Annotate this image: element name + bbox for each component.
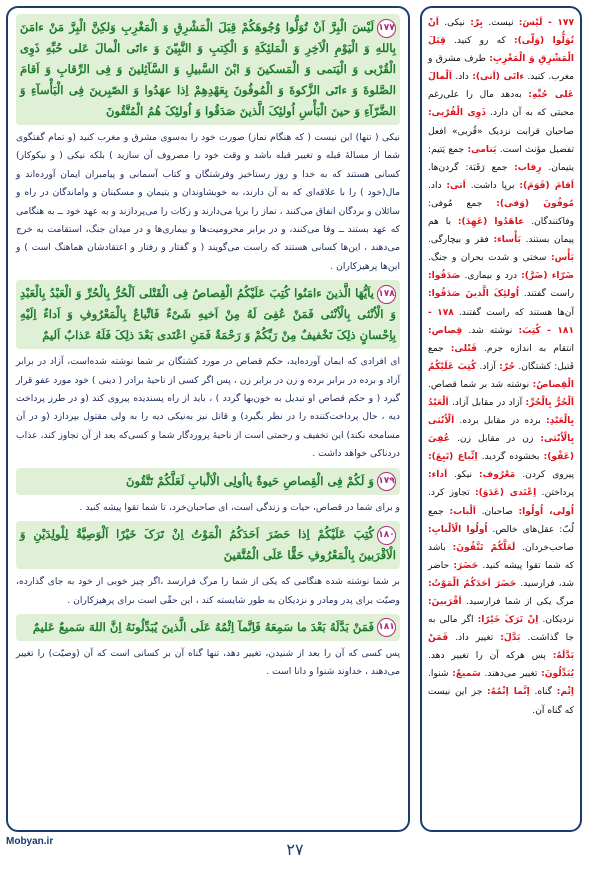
verse-translation: ای افرادی که ایمان آورده‌اید، حکم قصاص در مورد کشتگان بر شما نوشته شده‌است، آزاد در برابر آزاد و برده در برابر برده و زن در برابر زن ، پس اگر کسی از ناحیهٔ برادر ( دینی ) خود مورد عفو قرار گیرد ( و حکم قصاص او تبدیل به خون‌بها گردد ) ، باید از راه پسندیده پیروی کند (و در طرز پرداخت دیه ، حال پرداخت‌کننده را در نظر بگیرد) و قاتل نیز به‌نیکی دیه را به ولی مقتول بپردازد (و در آن مسامحه نکند) این تخفیف و رحمتی است از ناحیهٔ پروردگار شما و کسی‌که بعد از آن تجاوز کند، عذاب دردناکی خواهد داشت . [16,356,400,460]
glossary-meaning: جمع قَتیل: کشتگان. [428,343,574,372]
glossary-term: اَلْمالَ عَلی حُبِّهِ: [428,72,574,101]
glossary-term: اَلْعَبْدُ بِالْعَبْدِ: [428,397,574,427]
glossary-term: اِنَّما اِثْمُهُ: [487,687,530,698]
verse-number-badge: ۱۸۱ [377,618,396,637]
glossary-term: اِنْ تَرَکَ خَیْرًا: [477,615,539,626]
glossary-meaning: جمع رَقَبَة: گردن‌ها. [428,162,515,173]
glossary-term: قِصاص: [428,325,463,336]
glossary-term: حُرّ: [499,361,516,372]
glossary-term: بِرّ: [470,18,483,28]
glossary-term: اُولی، اُولُوا: [518,506,574,517]
glossary-meaning: آزاد در مقابل آزاد. [448,397,526,408]
glossary-term: یُبَدِّلُونَ: [541,669,574,680]
glossary-meaning: صاحبان. [475,506,519,517]
verse-number-badge: ۱۷۸ [377,285,396,304]
glossary-term: یَتامی: [467,144,497,155]
glossary-term: اَداء: [428,470,448,481]
glossary-term: صَدَقُوا: [428,271,461,282]
glossary-meaning: زن در مقابل زن. [449,434,541,445]
verse-arabic-text: کُتِبَ عَلَیْکُمْ اِذا حَضَرَ اَحَدَکُمُ الْمَوْتُ اِنْ تَرَکَ خَیْرًا اَلْوَصِیَّةُ لِلْولِدَیْنِ وَ الْاَقْرَبینَ بِالْمَعْرُوفِ حَقًّا عَلَی الْمُتَّقینَ [20,527,396,563]
glossary-meaning: پیروی کردن. [515,470,574,481]
verse-arabic-text: لَیْسَ الْبِرَّ اَنْ تُوَلُّوا وُجُوهَکُمْ قِبَلَ الْمَشْرِقِ وَ الْمَغْرِبِ وَلکِنَّ الْبِرَّ مَنْ ءامَنَ بِاللهِ وَ الْیَوْمِ الْاَخِرِ وَ الْمَلئِکَةِ وَ الْکِتبِ وَ النَّبِیّنَ وَ ءاتَی الْمالَ عَلی حُبِّهِ ذَوِی الْقُرْبی وَ الْیَتمی وَ الْمَسکینَ وَ ابْنَ السَّبیلِ وَ السَّآئِلینَ وَ فِی الرِّقابِ وَ اَقامَ الصَّلوةَ وَ ءاتَی الزَّکوةَ وَ الْمُوفُونَ بِعَهْدِهِمْ اِذا عهَدُوا وَ الصّبِرینَ فِی الْبَأْسآءِ وَ الضَّرّآءِ وَ حینَ الْبَأْسِ اُولئِکَ الَّذینَ صَدَقُوا وَ اُولئِکَ هُمُ الْمُتَّقُونَ [20,20,396,118]
verse-arabic [16,468,400,495]
verse-arabic-text: یاَیُّهَا الَّذینَ ءامَنُوا کُتِبَ عَلَیْکُمُ الْقِصاصُ فِی الْقَتْلی اَلْحُرُّ بِالْحُرِّ وَ الْعَبْدُ بِالْعَبْدِ وَ الْاُنْثی بِالْاُنْثی فَمَنْ عُفِیَ لَهُ مِنْ اَخیهِ شَیْءٌ فَاتِّباعٌ بِالْمَعْرُوفِ وَ اَداءٌ اِلَیْهِ بِاِحْسانٍ ذلِکَ تَخْفیفٌ مِنْ رَبِّکُمْ وَ رَحْمَةٌ فَمَنِ اعْتَدی بَعْدَ ذلِکَ فَلَهُ عَذابٌ اَلیمٌ [20,286,396,343]
glossary-meaning: تجاوز کرد. [428,488,475,499]
glossary-term: عاهَدُوا (عَهِدَ): [457,217,525,228]
glossary-meaning: نوشته شد بر شما قصاص. [428,379,533,390]
glossary-term: حَضَرَ: [453,560,479,571]
glossary-term: اَنْ تُوَلُّوا (وَلّی): [428,18,574,47]
glossary-term: ءاتَی (اَتی): [472,72,524,83]
glossary-term: اُولُوا الْاَلْبابِ: [428,524,488,535]
glossary-meaning: درد و بیماری. [460,271,522,282]
glossary-list [428,14,574,720]
glossary-term: اِثْم: [556,687,575,698]
glossary-meaning: سختی و شدت بحران و جنگ. [428,253,551,264]
glossary-meaning: داد. [451,72,473,83]
glossary-term: عُفِیَ (عَفْو): [428,434,574,463]
glossary-meaning: نوشته شد. [462,325,519,336]
glossary-term: اِعْتَدی (عَدَوَ): [474,488,537,499]
glossary-panel [420,6,582,832]
glossary-term: سَمیعٌ: [452,669,481,680]
glossary-term: مَعْرُوف: [479,470,516,481]
glossary-term: حَضَرَ اَحَدَکُمُ الْمَوْتُ: [428,578,517,589]
glossary-meaning: صاحب‌خردان. [515,542,574,553]
glossary-term: اَقْرَبینَ: [428,597,462,607]
verse-arabic [16,280,400,349]
glossary-meaning: جمع مُوفی: وفاکنندگان. [428,198,574,228]
glossary-term: قِبَلَ الْمَشْرِقِ وَ الْمَغْرِبِ: [428,36,574,65]
glossary-term: اَقامَ (قَوَمَ): [519,180,574,191]
page-number: ۲۷ [286,840,304,859]
verse-translation: نیکی ( تنها) این نیست ( که هنگام نماز) صورت خود را به‌سوی مشرق و مغرب کنید (و تمام گفتگوی شما از مسالهٔ قبله و تغییر قبله باشد و وقت خود را مصروف آن سازید ) بلکه نیکی ( و نیکوکار) کسانی هستند که به خدا و روز رستاخیز وفرشتگان و کتاب آسمانی و پیامبران ایمان آورده‌اند و مال(خود ) را با علاقه‌ای که به آن دارند، به خویشاوندان و یتیمان و مسکینان و واماندگان در راه و سائلان و بردگان انفاق می‌کنند ، نماز را برپا می‌دارند و زکات را می‌پردازند و به عهد خود ــ به هنگامی که عهد بستند ــ وفا می‌کنند، و در برابر محرومیت‌ها و بیماری‌ها و در میدان جنگ، استقامت به خرج می‌دهند ، این‌ها کسانی هستند که راست می‌گویند ( و گفتار و رفتار و اعتقادشان هماهنگ است ) و این‌ها پرهیزکاران . [16,132,400,272]
verse-arabic [16,614,400,641]
glossary-meaning: پرداختن. [536,488,574,499]
verse-translation: بر شما نوشته شده هنگامی که یکی از شما را مرگ فرارسد ،اگر چیز خوبی از خود به جای گذارده، وصیّت برای پدر ومادر و نزدیکان به طور شایسته کند ، این حقّی است برای پرهیزکاران . [16,576,400,606]
glossary-meaning: داد. [428,180,447,191]
glossary-term: کُتِبَ عَلَیْکُمُ الْقِصاصُ: [428,361,574,390]
glossary-meaning: جز این نیست که گناه آن. [428,687,574,716]
quran-text-panel [6,6,410,832]
glossary-meaning: طرف مشرق و مغرب. کنید. [428,54,574,83]
glossary-meaning: تغییر می‌دهند. [480,669,542,680]
glossary-meaning: صاحبان قرابت نزدیک «قُربی» افعل تفضیل مؤنث است. [428,126,574,155]
glossary-meaning: آن‌ها هستند که راست گفتند. [453,307,574,318]
glossary-meaning: پس هرکه آن را تغییر دهد. [428,651,553,662]
glossary-meaning: با هم پیمان بستند. [428,217,575,246]
glossary-meaning: آزاد. [476,361,500,372]
glossary-meaning: نیست. [482,18,519,28]
glossary-term: اَتی: [446,180,466,191]
glossary-term: ۱۷۷ - لَیْسَ: [518,18,574,28]
glossary-term: بَأْساء: [493,235,521,246]
glossary-term: مُوفُونَ (وَفی): [496,198,575,209]
verse-arabic [16,14,400,125]
verse-number-badge: ۱۸۰ [377,526,396,545]
glossary-meaning: شنوا. [428,669,453,680]
verse-number-badge: ۱۷۷ [377,19,396,38]
glossary-term: رِقاب: [514,162,542,173]
glossary-meaning: راست گفتند. [519,289,574,300]
verse-arabic-text: فَمَنْ بَدَّلَهُ بَعْدَ ما سَمِعَهُ فَاِنَّمآ اِثْمُهُ عَلَی الَّذینَ یُبَدِّلُونَهُ اِنَّ اللهَ سَمیعٌ عَلیمٌ [32,619,374,634]
glossary-meaning: برپا داشت. [465,180,520,191]
glossary-term: قَتْلی: [450,343,477,354]
glossary-meaning: باشد که شما تقوا پیشه کنید. [428,542,575,571]
glossary-meaning: مرگ یکی از شما فرارسید. [461,597,574,607]
verses-list [16,14,400,682]
verse-arabic-text: وَ لَکُمْ فِی الْقِصاصِ حَیوةٌ یااُولِی الْاَلْبابِ لَعَلَّکُمْ تَتَّقُونَ [126,473,374,488]
glossary-meaning: تغییر داد. [448,633,501,644]
glossary-term: اَلْاُنْثی بِالْاُنْثی: [428,416,574,445]
glossary-term: ضَرّاء (ضَرَّ): [521,271,574,282]
glossary-meaning: به‌دهد مال را علی‌رغم محبتی که به آن دارد. [428,90,574,119]
glossary-meaning: برده در مقابل برده. [454,416,547,427]
verse-translation: پس کسی که آن را بعد از شنیدن، تغییر دهد، تنها گناه آن بر کسانی است که آن (وصیّت) را تغییر می‌دهند ، خداوند شنوا و دانا است . [16,647,400,678]
site-brand[interactable]: Mobyan.ir [6,836,54,847]
verse-arabic [16,521,400,569]
glossary-meaning: نیکی. [438,18,471,28]
glossary-term: اَلْحُرُّ بِالْحُرِّ: [525,397,575,408]
glossary-term: بَأْس: [550,253,574,264]
glossary-term: فَمَنْ بَدَّلَهُ: [428,633,574,662]
glossary-term: اَلْباب: [449,506,476,517]
glossary-meaning: نزدیکان. [538,615,574,626]
glossary-meaning: نیکو. [447,470,480,481]
glossary-meaning: جمع لُبّ: عقل‌های خالص. [428,506,575,535]
glossary-term: اِتِّباع (تَبِعَ): [428,452,478,463]
glossary-term: لَعَلَّکُمْ تَتَّقُونَ: [452,542,516,553]
verse-number-badge: ۱۷۹ [377,472,396,491]
glossary-term: ۱۷۸ - ۱۸۱ - کُتِبَ: [428,307,574,336]
glossary-term: ذَوِی الْقُرْبی: [428,108,487,119]
glossary-meaning: بخشوده گردید. [477,452,544,463]
glossary-term: بَدَّلَ: [500,633,521,644]
glossary-meaning: اگر مالی به جا گذاشت. [428,615,574,644]
glossary-meaning: که رو کنید. [445,36,514,47]
glossary-meaning: انتقام به اندازه جرم. [476,343,575,354]
verse-translation: و برای شما در قصاص، حیات و زندگی است، ای صاحبان‌خرد، تا شما تقوا پیشه کنید . [79,501,400,513]
glossary-meaning: حاضر شد، فرارسید. [428,560,574,589]
glossary-term: اُولئِکَ الَّذینَ صَدَقُوا: [428,289,520,300]
glossary-meaning: گناه. [529,687,557,698]
glossary-meaning: فقر و بیچارگی. [428,235,494,246]
glossary-meaning: جمع یَتیم: یتیمان. [428,144,574,173]
